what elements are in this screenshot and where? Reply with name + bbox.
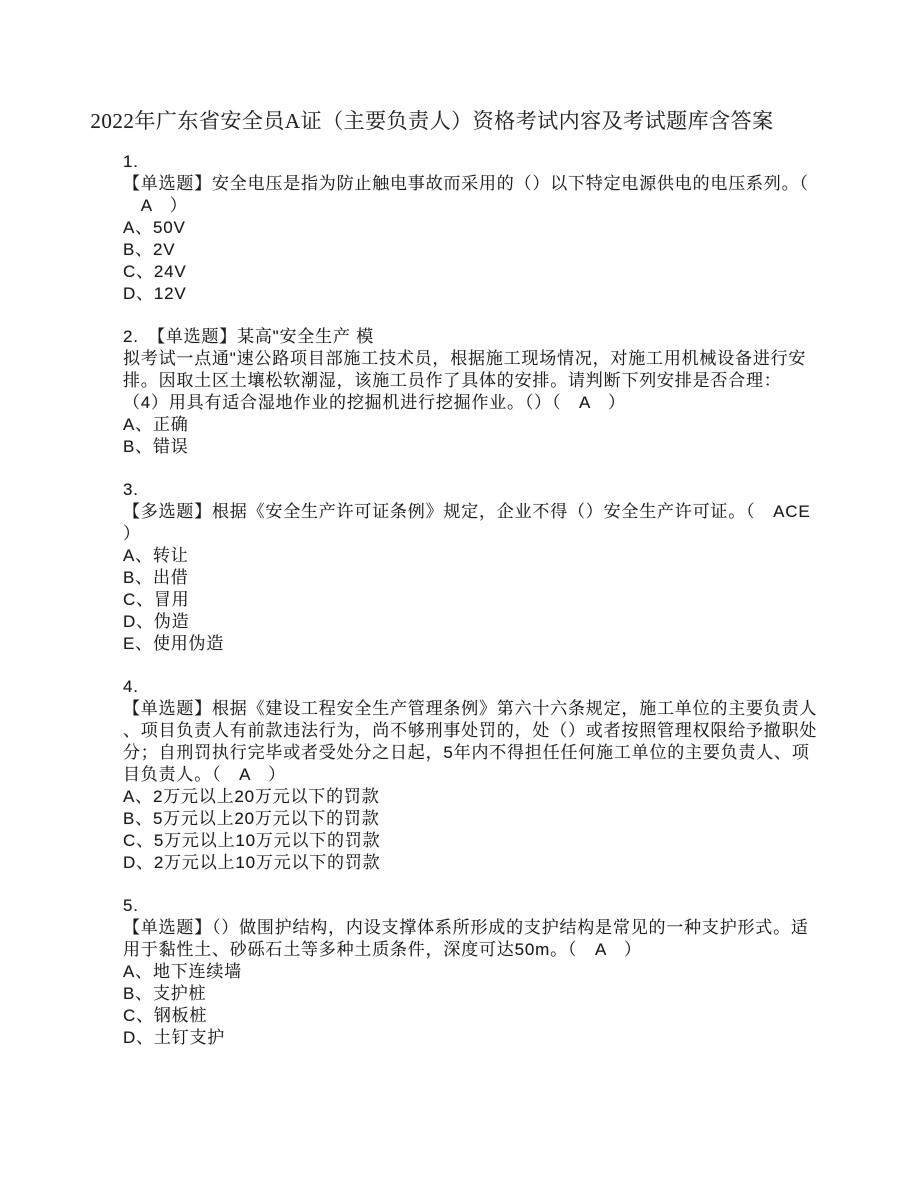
answer-option: A、50V <box>123 218 186 237</box>
question-text-line: 排。因取土区土壤松软潮湿，该施工员作了具体的安排。请判断下列安排是否合理： <box>123 371 782 390</box>
question-text-line: 2. 【单选题】某高"安全生产 模 <box>123 327 375 346</box>
question-text-line: 4. <box>123 677 139 696</box>
answer-option: D、伪造 <box>123 612 190 631</box>
question-block <box>123 151 823 305</box>
answer-option: C、冒用 <box>123 590 190 609</box>
question-text-line: （4）用具有适合湿地作业的挖掘机进行挖掘作业。（）（ A ） <box>123 393 626 412</box>
answer-option: A、正确 <box>123 415 189 434</box>
question-text-line: 【多选题】根据《安全生产许可证条例》规定，企业不得（）安全生产许可证。（ ACE <box>123 502 811 521</box>
question-block <box>123 895 823 1049</box>
question-text-line: 拟考试一点通"速公路项目部施工技术员，根据施工现场情况，对施工用机械设备进行安 <box>123 349 807 368</box>
question-text-line: 、项目负责人有前款违法行为，尚不够刑事处罚的，处（）或者按照管理权限给予撤职处 <box>123 721 818 740</box>
question-block <box>123 676 823 874</box>
question-block <box>123 479 823 655</box>
questions-list <box>123 151 823 1070</box>
question-text-line: 用于黏性土、砂砾石土等多种土质条件，深度可达50m。（ A ） <box>123 940 642 959</box>
answer-option: B、错误 <box>123 437 189 456</box>
question-text-line: ） <box>123 524 141 543</box>
document-title: 2022年广东省安全员A证（主要负责人）资格考试内容及考试题库含答案 <box>90 109 774 133</box>
question-text-line: 1. <box>123 152 139 171</box>
answer-option: E、使用伪造 <box>123 634 225 653</box>
answer-option: A、转让 <box>123 546 189 565</box>
question-text-line: 【单选题】（）做围护结构，内设支撑体系所形成的支护结构是常见的一种支护形式。适 <box>123 918 809 937</box>
answer-option: A、地下连续墙 <box>123 962 242 981</box>
question-block <box>123 326 823 458</box>
answer-option: B、支护桩 <box>123 984 207 1003</box>
answer-option: C、钢板桩 <box>123 1006 208 1025</box>
answer-option: D、12V <box>123 284 187 303</box>
answer-option: C、5万元以上10万元以下的罚款 <box>123 831 381 850</box>
answer-option: B、2V <box>123 240 176 259</box>
question-text-line: 【单选题】根据《建设工程安全生产管理条例》第六十六条规定，施工单位的主要负责人 <box>123 699 818 718</box>
question-text-line: 分；自刑罚执行完毕或者受处分之日起，5年内不得担任任何施工单位的主要负责人、项 <box>123 743 810 762</box>
question-text-line: 【单选题】安全电压是指为防止触电事故而采用的（）以下特定电源供电的电压系列。（ <box>123 174 809 193</box>
question-text-line: 5. <box>123 896 139 915</box>
question-text-line: 3. <box>123 480 139 499</box>
answer-option: C、24V <box>123 262 187 281</box>
answer-option: A、2万元以上20万元以下的罚款 <box>123 787 380 806</box>
answer-option: D、2万元以上10万元以下的罚款 <box>123 853 381 872</box>
answer-option: B、5万元以上20万元以下的罚款 <box>123 809 380 828</box>
question-text-line: A ） <box>123 196 188 215</box>
answer-option: B、出借 <box>123 568 189 587</box>
answer-option: D、土钉支护 <box>123 1028 226 1047</box>
question-text-line: 目负责人。（ A ） <box>123 765 286 784</box>
